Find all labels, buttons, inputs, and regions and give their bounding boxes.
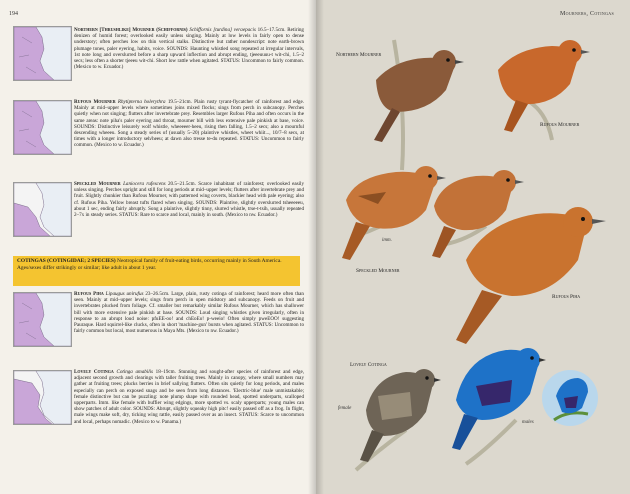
label-speckled-mourner: Speckled Mourner [356,268,400,274]
label-northern-mourner: Northern Mourner [336,52,382,58]
species-text: 16.5–17.5cm. Retiring denizen of humid forest; overlooked easily unless singing. Mainly at low levels in fairly open to dense understory; often perches low on thin vertical stalks. Distinctive but rather nondescript: note earth-brown plumage tones, paler eyering, habits, voice. SOUNDS: Haunting whistled song repeated at irregular intervals, 1st note long and overslurred before a sharp upward inflection and abrupt ending, tjeeeuuuu-t wit-chi, 1.5–2 secs; less often a shorter tjeeeu wit-chi. Short low rattle when agitated. STATUS: Uncommon to fairly common. (Mexico to w. Ecuador.) [74,27,304,71]
label-lovely-cotinga: Lovely Cotinga [350,362,387,368]
species-entry-rufous-piha [74,291,304,334]
range-map-speckled-mourner [13,182,72,237]
lovely-cotinga-male-illustration [452,348,546,464]
label-rufous-mourner: Rufous Mourner [540,122,580,128]
map-graphic [14,101,71,154]
northern-mourner-illustration [374,40,464,170]
family-title: COTINGAS (COTINGIDAE; 2 SPECIES) [17,258,116,264]
map-graphic [14,27,71,80]
species-text: 19.5–21cm. Plain rusty tyrant-flycatcher of rainforest and edge. Mainly at mid–upper levels where sometimes joins mixed flocks; sings from perch in subcanopy. Perches quietly when not singing; flutters after invertebrate prey. Resembles larger Rufous Piha and often occurs in the same areas: note piha's paler eyering and throat, mourner bill with less extensive pale pinkish at base, voice. SOUNDS: Distinctive leisurely wolf whistle, wheeeeer-heeu, rising then falling, 1.5–2 secs; also a mournful descending wheeeu. Song a steady series of (usually 5–20) plaintive whistles, wheet whiit..., 10/7–8 secs, at times with a longer introductory seh/heeu; at dawn also tresse te-du repeated. STATUS: Uncommon to fairly common. (Mexico to w. Ecuador.) [74,99,305,149]
species-entry-rufous-mourner [74,99,304,149]
scientific-name: Cotinga amabilis [116,369,154,375]
scientific-name: Schiffornis [turdina] veraepacis [189,27,256,33]
species-name: Rufous Mourner [74,99,116,105]
species-name: Rufous Piha [74,291,104,297]
species-name: Lovely Cotinga [74,369,114,375]
map-graphic [14,293,71,346]
right-page [316,0,630,494]
speckled-mourner-illustration [342,166,446,260]
lovely-cotinga-inset-illustration [542,370,598,426]
family-info-box [13,256,300,286]
lovely-cotinga-female-illustration [356,369,441,470]
species-entry-speckled-mourner [74,181,304,218]
map-graphic [14,371,71,424]
species-text: 18–19cm. Stunning and sought-after species of rainforest and edge, adjacent second growth and clearings with taller fruiting trees. Mainly in canopy, where small numbers may gather at fruiting trees; plucks berries in brief sallying flutters. Often sits quietly for long periods, and males especially can perch on exposed snags and be seen from long distances. 'Electric-blue' male unmistakable; female distinctive but can be puzzling: note plump shape with rounded head, spotted underparts, scalloped upperparts. Imm. like female with buffier wing edgings, more spotted vs. scaly upperparts; young males can show patches of adult color. SOUNDS: Abrupt, slightly squeaky high pitc! easily passed off as a frog. In flight, male wings make soft, dry, ticking wing rattle, easily passed over as an insect. STATUS: Scarce to uncommon and local, perhaps nomadic. (Mexico to w. Panama.) [74,369,304,425]
label-rufous-piha: Rufous Piha [552,294,581,300]
range-map-lovely-cotinga [13,370,72,425]
range-map-rufous-piha [13,292,72,347]
map-graphic [14,183,71,236]
scientific-name: Laniocera rufescens [123,181,166,187]
page-number: 194 [9,11,18,17]
running-header: Mourners, Cotingas [560,11,614,17]
species-entry-northern-mourner [74,27,304,70]
species-text: 20.5–21.5cm. Scarce inhabitant of rainforest; overlooked easily unless singing. Perches upright and still for long periods at mid–upper levels; flutters after invertebrate prey and fruit. Slightly chunkier than Rufous Mourner, with patterned wing coverts, blackier head with pale eyering; also cf. Rufous Piha. Yellow breast tufts flared when singing. SOUNDS: Plaintive, slightly overslurred tsheeeeeu, about 1 sec, ending fairly abruptly. Song a plaintive, slightly tinny, slurred whistle, trse-t-tsih, usually repeated 2–7x in steady series. STATUS: Rare to scarce and local, mainly in south. (Mexico to nw. Ecuador.) [74,181,305,219]
species-name: Northern [Thrushlike] Mourner (Schiffornis) [74,27,188,33]
label-female: female [338,406,352,411]
label-imm: imm. [382,238,392,243]
family-text: Neotropical family of fruit-eating birds, occurring mainly in South America. Ages/sexes differ strikingly or similar; like adult in about 1 year. [17,258,282,271]
range-map-northern-mourner [13,26,72,81]
bird-plates [316,0,630,494]
species-text: 23–26.5cm. Large, plain, rusty cotinga of rainforest; heard more often than seen. Mainly at mid–upper levels; sings from perch in open midstory and subcanopy. Feeds on fruit and invertebrates plucked from foliage. Cf. smaller but remarkably similar Rufous Mourner, which has shallower bill with more extensive pale pinkish at base. SOUNDS: Loud singing whistles given irregularly, often in response to an abrupt loud noise: pfuEE-oo! and chEoEo! p-weeio! Often simply pweEOO! suggesting Pauraque. Hard squirrel-like clucks, often in short 'machine-gun' bursts when agitated. STATUS: Uncommon to fairly common but local, most numerous in Maya Mts. (Mexico to nw. Ecuador.) [74,291,304,335]
scientific-name: Lipaugus unirufus [105,291,144,297]
scientific-name: Rhytipterna holerythra [117,99,166,105]
range-map-rufous-mourner [13,100,72,155]
species-entry-lovely-cotinga [74,369,304,425]
book-gutter [308,0,324,494]
species-name: Speckled Mourner [74,181,121,187]
label-males: males [522,420,534,425]
